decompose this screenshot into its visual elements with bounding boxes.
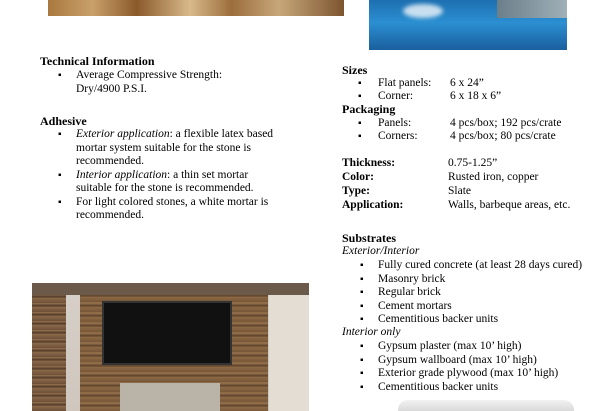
television xyxy=(102,301,232,365)
stone-tray-graphic xyxy=(398,400,574,411)
pool-wall xyxy=(497,0,567,18)
technical-heading: Technical Information xyxy=(40,54,155,68)
sizes-heading: Sizes xyxy=(342,63,368,77)
packaging-heading: Packaging xyxy=(342,102,396,116)
pool-photo xyxy=(369,0,567,50)
adhesive-item-interior: ▪ Interior application: a thin set mortar suitable for the stone is recommended. xyxy=(40,169,320,196)
spec-color: Color: Rusted iron, copper xyxy=(342,171,539,183)
substrates-interior-label: Interior only xyxy=(342,326,401,338)
adhesive-heading: Adhesive xyxy=(40,114,87,128)
substrate-item: ▪ Cementitious backer units xyxy=(342,381,558,395)
substrate-item: ▪ Fully cured concrete (at least 28 days cured) xyxy=(342,259,582,273)
fireplace-photo xyxy=(32,283,309,411)
patio-roof xyxy=(32,283,309,295)
substrate-item: ▪ Regular brick xyxy=(342,286,582,300)
substrates-interior-list xyxy=(342,340,558,394)
substrate-item: ▪ Gypsum plaster (max 10’ high) xyxy=(342,340,558,354)
substrate-item: ▪ Cement mortars xyxy=(342,300,582,314)
hearth xyxy=(120,383,220,411)
stone-sample-photo xyxy=(48,0,344,16)
adhesive-list xyxy=(40,128,320,223)
substrates-exterior-label: Exterior/Interior xyxy=(342,245,420,257)
technical-item: ▪ Average Compressive Strength: Dry/4900 P.S.I. xyxy=(40,69,310,96)
stone-column-left xyxy=(32,295,66,411)
technical-list xyxy=(40,69,310,96)
substrate-item: ▪ Gypsum wallboard (max 10’ high) xyxy=(342,354,558,368)
patio-column xyxy=(269,295,309,411)
adhesive-item-exterior: ▪ Exterior application: a flexible latex based mortar system suitable for the stone is recommended. xyxy=(40,128,320,169)
substrate-item: ▪ Cementitious backer units xyxy=(342,313,582,327)
pool-splash xyxy=(403,4,443,18)
spec-application: Application: Walls, barbeque areas, etc. xyxy=(342,199,571,211)
substrates-heading: Substrates xyxy=(342,231,397,245)
spec-thickness: Thickness: 0.75-1.25” xyxy=(342,157,498,169)
spec-type: Type: Slate xyxy=(342,185,471,197)
substrate-item: ▪ Masonry brick xyxy=(342,273,582,287)
substrate-item: ▪ Exterior grade plywood (max 10’ high) xyxy=(342,367,558,381)
adhesive-item-light-stones: ▪ For light colored stones, a white mortar is recommended. xyxy=(40,196,320,223)
substrates-exterior-list xyxy=(342,259,582,327)
